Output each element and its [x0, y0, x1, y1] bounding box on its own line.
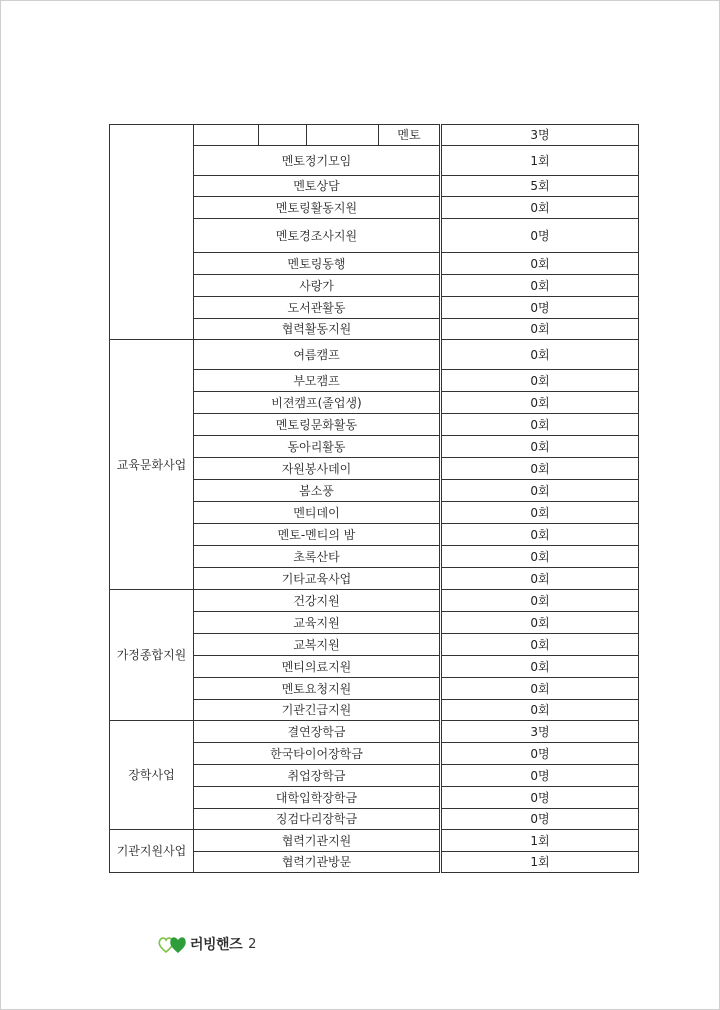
item-cell: 멘티데이 [194, 502, 441, 524]
table-row [110, 721, 639, 743]
item-cell: 기타교육사업 [194, 568, 441, 590]
count-cell: 0회 [441, 700, 639, 721]
item-cell: 봄소풍 [194, 480, 441, 502]
count-cell: 3명 [441, 125, 639, 146]
item-cell: 기관긴급지원 [194, 700, 441, 721]
count-cell: 0회 [441, 502, 639, 524]
count-cell: 0회 [441, 612, 639, 634]
count-cell: 5회 [441, 176, 639, 197]
item-cell: 한국타이어장학금 [194, 743, 441, 765]
item-cell: 취업장학금 [194, 765, 441, 787]
count-cell: 0명 [441, 297, 639, 319]
count-cell: 3명 [441, 721, 639, 743]
count-cell: 0회 [441, 197, 639, 219]
count-cell: 0회 [441, 319, 639, 340]
activity-table [109, 124, 639, 873]
count-cell: 1회 [441, 830, 639, 852]
count-cell: 0회 [441, 656, 639, 678]
item-cell: 초록산타 [194, 546, 441, 568]
item-cell: 교육지원 [194, 612, 441, 634]
category-cell: 장학사업 [110, 721, 194, 830]
count-cell: 0회 [441, 392, 639, 414]
category-cell [110, 125, 194, 340]
item-cell: 교복지원 [194, 634, 441, 656]
category-cell: 기관지원사업 [110, 830, 194, 873]
page-number: 2 [248, 936, 257, 952]
table-row [110, 125, 639, 146]
count-cell: 0명 [441, 809, 639, 830]
table-row [110, 830, 639, 852]
item-cell: 사랑가 [194, 275, 441, 297]
count-cell: 0회 [441, 546, 639, 568]
activity-table-body [110, 125, 639, 873]
count-cell: 0회 [441, 590, 639, 612]
count-cell: 0회 [441, 568, 639, 590]
count-cell: 0회 [441, 275, 639, 297]
table-row [110, 590, 639, 612]
sub-cell [194, 125, 259, 146]
count-cell: 0회 [441, 524, 639, 546]
count-cell: 0회 [441, 436, 639, 458]
item-cell: 멘토상담 [194, 176, 441, 197]
item-cell: 멘토링활동지원 [194, 197, 441, 219]
item-cell: 멘토정기모임 [194, 146, 441, 176]
count-cell: 0회 [441, 340, 639, 370]
table-row [110, 340, 639, 370]
item-cell: 멘토링문화활동 [194, 414, 441, 436]
count-cell: 1회 [441, 852, 639, 873]
item-cell: 대학입학장학금 [194, 787, 441, 809]
count-cell: 0회 [441, 480, 639, 502]
item-cell: 멘토요청지원 [194, 678, 441, 700]
item-cell: 건강지원 [194, 590, 441, 612]
item-cell: 멘티의료지원 [194, 656, 441, 678]
count-cell: 0회 [441, 370, 639, 392]
count-cell: 0명 [441, 765, 639, 787]
item-cell: 멘토 [379, 125, 441, 146]
sub-cell [259, 125, 307, 146]
category-cell: 가정종합지원 [110, 590, 194, 721]
count-cell: 0회 [441, 414, 639, 436]
count-cell: 0회 [441, 634, 639, 656]
item-cell: 여름캠프 [194, 340, 441, 370]
item-cell: 도서관활동 [194, 297, 441, 319]
category-cell: 교육문화사업 [110, 340, 194, 590]
count-cell: 0회 [441, 678, 639, 700]
item-cell: 징검다리장학금 [194, 809, 441, 830]
footer-logo [158, 934, 256, 954]
item-cell: 비젼캠프(졸업생) [194, 392, 441, 414]
item-cell: 멘토-멘티의 밤 [194, 524, 441, 546]
item-cell: 동아리활동 [194, 436, 441, 458]
count-cell: 0회 [441, 253, 639, 275]
count-cell: 0명 [441, 787, 639, 809]
count-cell: 0명 [441, 219, 639, 253]
item-cell: 결연장학금 [194, 721, 441, 743]
item-cell: 자원봉사데이 [194, 458, 441, 480]
item-cell: 협력기관지원 [194, 830, 441, 852]
count-cell: 1회 [441, 146, 639, 176]
item-cell: 협력기관방문 [194, 852, 441, 873]
hearts-logo-icon [158, 934, 188, 954]
item-cell: 부모캠프 [194, 370, 441, 392]
item-cell: 멘토경조사지원 [194, 219, 441, 253]
count-cell: 0회 [441, 458, 639, 480]
count-cell: 0명 [441, 743, 639, 765]
sub-cell [307, 125, 379, 146]
logo-text: 러빙핸즈 [190, 937, 243, 953]
item-cell: 멘토링동행 [194, 253, 441, 275]
item-cell: 협력활동지원 [194, 319, 441, 340]
